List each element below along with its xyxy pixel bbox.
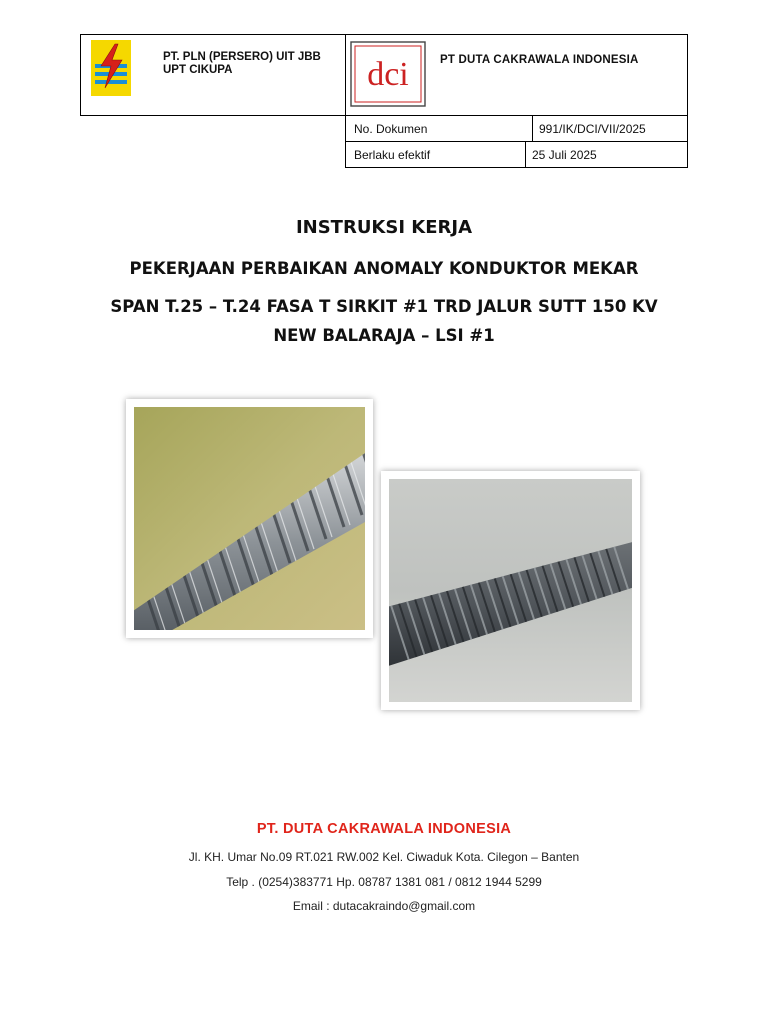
doc-number-label: No. Dokumen (346, 116, 533, 141)
pln-name-line1: PT. PLN (PERSERO) UIT JBB (163, 51, 321, 63)
effective-date-row (345, 141, 688, 168)
doc-number-row (345, 115, 688, 142)
contractor-name: PT DUTA CAKRAWALA INDONESIA (440, 54, 639, 66)
doc-subtitle-line1: PEKERJAAN PERBAIKAN ANOMALY KONDUKTOR MEKAR (129, 259, 639, 278)
footer-company-name: PT. DUTA CAKRAWALA INDONESIA (256, 821, 512, 837)
footer-email: Email : dutacakraindo@gmail.com (292, 899, 476, 913)
dci-logo-text: dci (367, 56, 409, 93)
pln-name (163, 51, 321, 77)
pln-name-line2: UPT CIKUPA (163, 64, 233, 76)
doc-subtitle-line3: NEW BALARAJA – LSI #1 (273, 326, 495, 345)
doc-number-value: 991/IK/DCI/VII/2025 (539, 121, 646, 136)
effective-value: 25 Juli 2025 (532, 147, 597, 162)
pln-header-cell (80, 34, 346, 116)
contractor-header-cell (345, 34, 688, 116)
effective-label: Berlaku efektif (346, 142, 526, 167)
doc-subtitle-line2: SPAN T.25 – T.24 FASA T SIRKIT #1 TRD JALUR SUTT 150 KV (110, 297, 658, 316)
doc-title: INSTRUKSI KERJA (295, 217, 473, 238)
conductor-photo-1 (126, 399, 373, 638)
footer-address: Jl. KH. Umar No.09 RT.021 RW.002 Kel. Ciwaduk Kota. Cilegon – Banten (188, 850, 580, 864)
dci-logo-icon (350, 41, 426, 107)
pln-logo-icon (91, 40, 131, 96)
footer-phone: Telp . (0254)383771 Hp. 08787 1381 081 / 0812 1944 5299 (226, 875, 542, 889)
conductor-photo-2 (381, 471, 640, 710)
